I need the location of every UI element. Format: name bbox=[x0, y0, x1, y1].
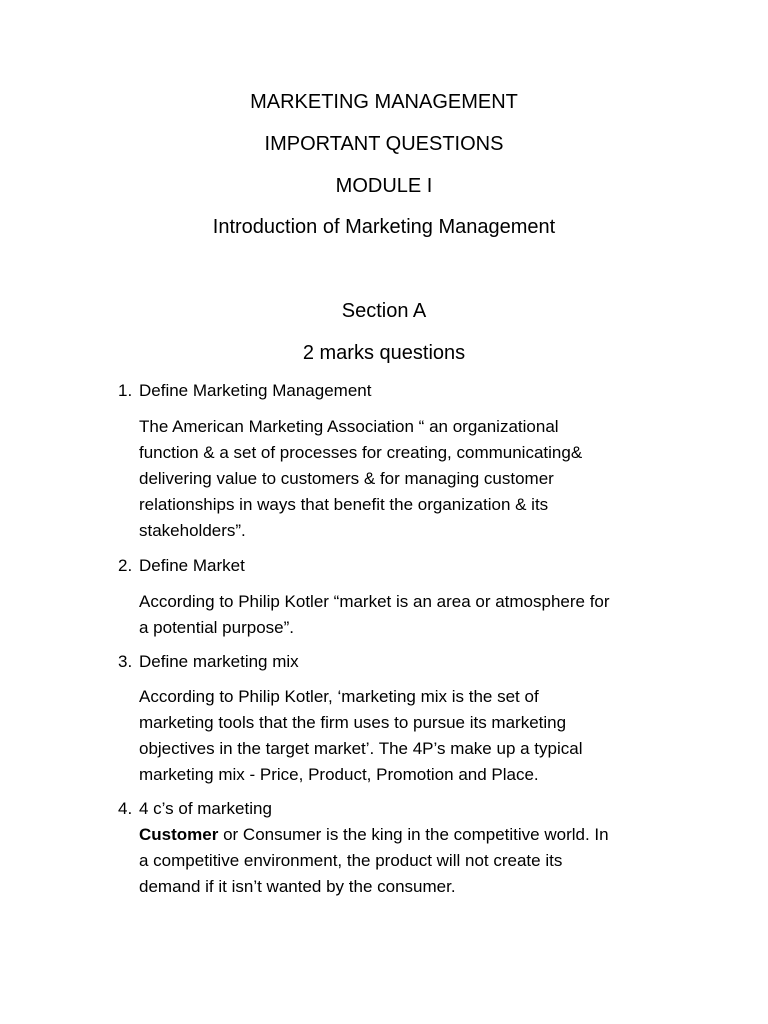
bold-term: Customer bbox=[139, 825, 219, 844]
question-3-number: 3. bbox=[118, 652, 133, 671]
question-1-title: Define Marketing Management bbox=[139, 381, 372, 400]
answer-line: According to Philip Kotler “market is an area or atmosphere for bbox=[139, 592, 610, 611]
question-4-number: 4. bbox=[118, 799, 133, 818]
doc-title: MARKETING MANAGEMENT bbox=[250, 91, 518, 113]
question-4-title: 4 c’s of marketing bbox=[139, 799, 272, 818]
question-1-number: 1. bbox=[118, 381, 133, 400]
question-2-answer bbox=[139, 589, 699, 641]
question-3-title: Define marketing mix bbox=[139, 652, 299, 671]
answer-line: relationships in ways that benefit the organization & its bbox=[139, 495, 549, 514]
answer-line: marketing mix - Price, Product, Promotion and Place. bbox=[139, 765, 539, 784]
module-heading: MODULE I bbox=[335, 175, 433, 197]
doc-subtitle: IMPORTANT QUESTIONS bbox=[264, 133, 504, 155]
answer-line: demand if it isn’t wanted by the consumer. bbox=[139, 877, 456, 896]
answer-line: marketing tools that the firm uses to pursue its marketing bbox=[139, 713, 567, 732]
answer-line: stakeholders”. bbox=[139, 521, 246, 540]
answer-line: objectives in the target market’. The 4P’s make up a typical bbox=[139, 739, 583, 758]
question-2-number: 2. bbox=[118, 556, 133, 575]
answer-line: delivering value to customers & for managing customer bbox=[139, 469, 554, 488]
answer-line bbox=[139, 822, 699, 848]
question-4-answer bbox=[139, 822, 699, 900]
section-heading: Section A bbox=[341, 300, 427, 322]
answer-line: a competitive environment, the product will not create its bbox=[139, 851, 563, 870]
question-1-answer bbox=[139, 414, 699, 544]
answer-line: function & a set of processes for creating, communicating& bbox=[139, 443, 583, 462]
answer-line-rest: or Consumer is the king in the competitive world. In bbox=[218, 825, 609, 844]
module-title: Introduction of Marketing Management bbox=[212, 216, 556, 238]
answer-line: According to Philip Kotler, ‘marketing mix is the set of bbox=[139, 687, 539, 706]
question-3-answer bbox=[139, 684, 699, 788]
answer-line: a potential purpose”. bbox=[139, 618, 294, 637]
question-2-title: Define Market bbox=[139, 556, 245, 575]
section-subheading: 2 marks questions bbox=[302, 342, 466, 364]
answer-line: The American Marketing Association “ an organizational bbox=[139, 417, 559, 436]
